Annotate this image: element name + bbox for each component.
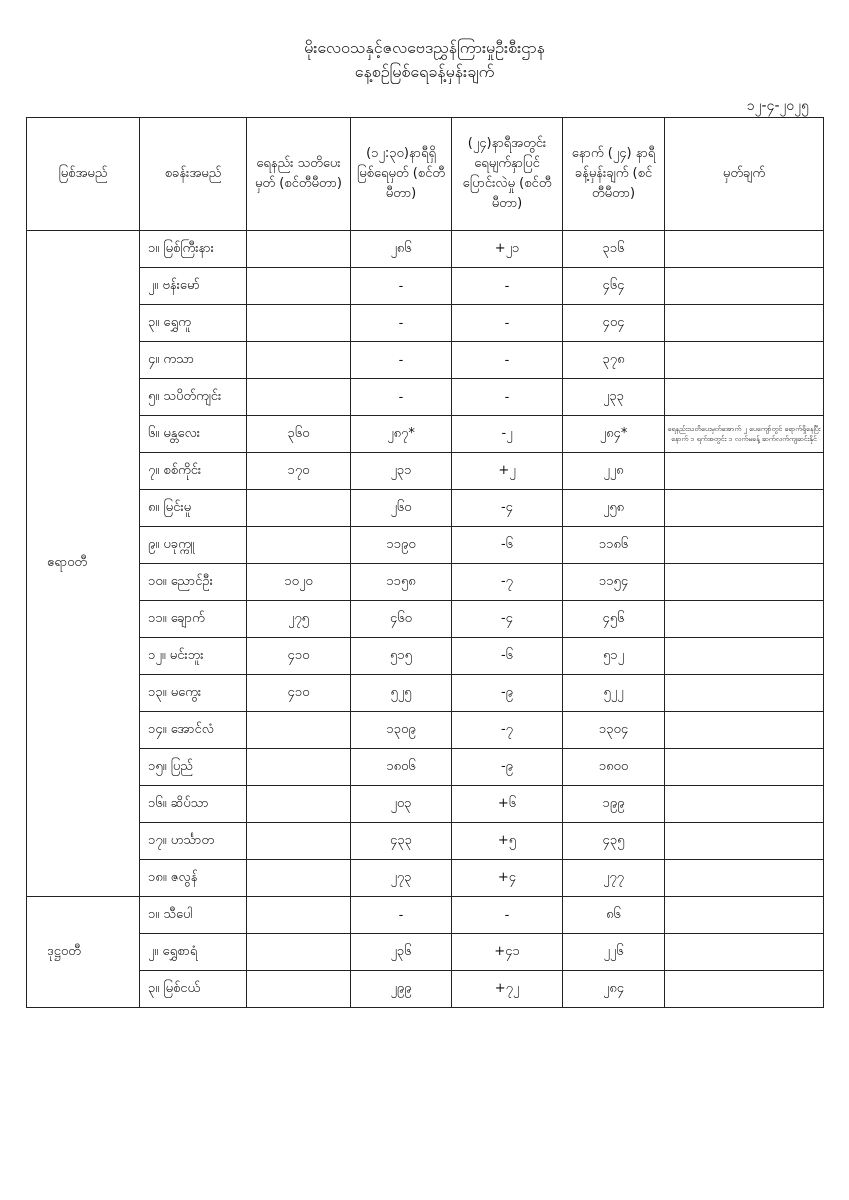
level-change-cell: -၆ [452,527,563,564]
warning-level-cell [247,231,351,268]
table-row [27,712,824,749]
remark-cell: ရေနည်းသတိပေးမှတ်အောက် ၂ ပေကျော်တွင် ရောက်ရှိနေပြီး နောက် ၁ ရက်အတွင်း ၁ လက်မခန့် ဆက်လက်ကျဆင်းနိုင် [665,416,824,453]
river-forecast-table [26,117,824,1008]
department-title: မိုးလေဝသနှင့်ဇလဗေဒညွှန်ကြားမှုဦးစီးဌာန [304,38,545,57]
remark-cell [665,527,824,564]
remark-cell [665,305,824,342]
remark-cell [665,490,824,527]
station-name-cell: ၉။ ပခုက္ကူ [140,527,247,564]
table-row [27,675,824,712]
current-level-cell: ၂၆၀ [351,490,452,527]
station-name-cell: ၁၃။ မကွေး [140,675,247,712]
current-level-cell: - [351,268,452,305]
station-name-cell: ၅။ သပိတ်ကျင်း [140,379,247,416]
table-row [27,786,824,823]
station-name-cell: ၄။ ကသာ [140,342,247,379]
warning-level-cell: ၃၆၀ [247,416,351,453]
table-row [27,897,824,934]
forecast-cell: ၅၁၂ [563,638,665,675]
remark-cell [665,675,824,712]
remark-cell [665,231,824,268]
forecast-cell: ၁၈၀၀ [563,749,665,786]
level-change-cell: +၇၂ [452,971,563,1008]
current-level-cell: - [351,305,452,342]
warning-level-cell [247,712,351,749]
remark-cell [665,860,824,897]
forecast-cell: ၂၅၈ [563,490,665,527]
warning-level-cell [247,971,351,1008]
warning-level-cell [247,786,351,823]
forecast-cell: ၃၇၈ [563,342,665,379]
current-level-cell: ၂၈၆ [351,231,452,268]
level-change-cell: -၇ [452,712,563,749]
table-row [27,527,824,564]
station-name-cell: ၁၁။ ချောက် [140,601,247,638]
level-change-cell: -၇ [452,564,563,601]
warning-level-cell [247,268,351,305]
forecast-cell: ၄၃၅ [563,823,665,860]
current-level-cell: - [351,342,452,379]
level-change-cell: +၄၁ [452,934,563,971]
remark-cell [665,342,824,379]
forecast-cell: ၃၁၆ [563,231,665,268]
warning-level-cell [247,527,351,564]
station-name-cell: ၁၈။ ဇလွန် [140,860,247,897]
level-change-cell: -၄ [452,490,563,527]
report-title: နေ့စဉ်မြစ်ရေခန့်မှန်းချက် [354,62,495,81]
station-name-cell: ၁၇။ ဟင်္သာတ [140,823,247,860]
station-name-cell: ၁၅။ ပြည် [140,749,247,786]
table-row [27,231,824,268]
remark-cell [665,453,824,490]
current-level-cell: ၂၉၉ [351,971,452,1008]
remark-cell [665,712,824,749]
station-name-cell: ၃။ မြစ်ငယ် [140,971,247,1008]
col-header-remarks: မှတ်ချက် [665,118,824,231]
remark-cell [665,268,824,305]
current-level-cell: ၁၁၅၈ [351,564,452,601]
warning-level-cell: ၂၇၅ [247,601,351,638]
forecast-cell: ၈၆ [563,897,665,934]
level-change-cell: +၂၁ [452,231,563,268]
warning-level-cell [247,305,351,342]
forecast-cell: ၂၂၆ [563,934,665,971]
current-level-cell: ၂၃၁ [351,453,452,490]
current-level-cell: ၅၁၅ [351,638,452,675]
level-change-cell: - [452,379,563,416]
current-level-cell: ၂၀၃ [351,786,452,823]
forecast-cell: ၂၈၄ [563,971,665,1008]
current-level-cell: ၂၈၇* [351,416,452,453]
station-name-cell: ၁၆။ ဆိပ်သာ [140,786,247,823]
forecast-cell: ၂၈၄* [563,416,665,453]
warning-level-cell [247,749,351,786]
table-row [27,453,824,490]
level-change-cell: -၉ [452,675,563,712]
remark-cell [665,638,824,675]
table-row [27,268,824,305]
current-level-cell: ၂၇၃ [351,860,452,897]
remark-cell [665,823,824,860]
remark-cell [665,934,824,971]
level-change-cell: +၂ [452,453,563,490]
level-change-cell: +၅ [452,823,563,860]
current-level-cell: - [351,897,452,934]
table-row [27,934,824,971]
level-change-cell: -၆ [452,638,563,675]
level-change-cell: +၄ [452,860,563,897]
level-change-cell: - [452,897,563,934]
forecast-cell: ၁၁၅၄ [563,564,665,601]
forecast-cell: ၂၃၃ [563,379,665,416]
current-level-cell: ၄၃၃ [351,823,452,860]
table-row [27,379,824,416]
current-level-cell: ၁၃၀၉ [351,712,452,749]
station-name-cell: ၁။ မြစ်ကြီးနား [140,231,247,268]
level-change-cell: -၄ [452,601,563,638]
col-header-change: (၂၄)နာရီအတွင်း ရေမျက်နှာပြင် ပြောင်းလဲမှု (စင်တီမီတာ) [452,118,563,231]
level-change-cell: -၂ [452,416,563,453]
col-header-current-level: (၁၂:၃၀)နာရီရှိ မြစ်ရေမှတ် (စင်တီမီတာ) [351,118,452,231]
forecast-cell: ၁၉၉ [563,786,665,823]
remark-cell [665,971,824,1008]
remark-cell [665,749,824,786]
level-change-cell: - [452,268,563,305]
current-level-cell: ၄၆၀ [351,601,452,638]
current-level-cell: - [351,379,452,416]
current-level-cell: ၁၈၀၆ [351,749,452,786]
station-name-cell: ၂။ ဗန်းမော် [140,268,247,305]
warning-level-cell [247,490,351,527]
station-name-cell: ၁၂။ မင်းဘူး [140,638,247,675]
warning-level-cell: ၄၁၀ [247,675,351,712]
forecast-cell: ၄၅၆ [563,601,665,638]
warning-level-cell [247,934,351,971]
remark-cell [665,897,824,934]
level-change-cell: - [452,305,563,342]
table-row [27,416,824,453]
station-name-cell: ၁။ သီပေါ [140,897,247,934]
table-row [27,971,824,1008]
remark-cell [665,379,824,416]
table-row [27,342,824,379]
remark-cell [665,601,824,638]
station-name-cell: ၁၀။ ညောင်ဦး [140,564,247,601]
col-header-river: မြစ်အမည် [27,118,140,231]
warning-level-cell: ၁၀၂၀ [247,564,351,601]
table-body [27,231,824,1008]
level-change-cell: - [452,342,563,379]
col-header-warning-level: ရေနည်း သတိပေးမှတ် (စင်တီမီတာ) [247,118,351,231]
current-level-cell: ၂၃၆ [351,934,452,971]
current-level-cell: ၁၁၉၀ [351,527,452,564]
col-header-station: စခန်းအမည် [140,118,247,231]
warning-level-cell [247,860,351,897]
warning-level-cell [247,897,351,934]
table-row [27,564,824,601]
forecast-cell: ၄၀၄ [563,305,665,342]
table-row [27,305,824,342]
table-row [27,490,824,527]
forecast-cell: ၅၂၂ [563,675,665,712]
station-name-cell: ၆။ မန္တလေး [140,416,247,453]
table-row [27,860,824,897]
station-name-cell: ၃။ ရွှေကူ [140,305,247,342]
table-row [27,749,824,786]
forecast-cell: ၂၇၇ [563,860,665,897]
warning-level-cell: ၁၇၀ [247,453,351,490]
report-date: ၁၂-၄-၂၀၂၅ [746,98,809,114]
level-change-cell: +၆ [452,786,563,823]
forecast-cell: ၄၆၄ [563,268,665,305]
table-row [27,823,824,860]
warning-level-cell: ၄၁၀ [247,638,351,675]
forecast-cell: ၁၃၀၄ [563,712,665,749]
forecast-cell: ၁၁၈၆ [563,527,665,564]
station-name-cell: ၇။ စစ်ကိုင်း [140,453,247,490]
col-header-forecast: နောက် (၂၄) နာရီ ခန့်မှန်းချက် (စင်တီမီတာ) [563,118,665,231]
station-name-cell: ၈။ မြင်းမူ [140,490,247,527]
river-name-cell: ဒုဋ္ဌဝတီ [27,897,140,1008]
warning-level-cell [247,823,351,860]
table-row [27,601,824,638]
table-header-row [27,118,824,231]
level-change-cell: -၉ [452,749,563,786]
remark-cell [665,564,824,601]
station-name-cell: ၁၄။ အောင်လံ [140,712,247,749]
station-name-cell: ၂။ ရွှေစာရံ [140,934,247,971]
forecast-cell: ၂၂၈ [563,453,665,490]
remark-cell [665,786,824,823]
warning-level-cell [247,342,351,379]
table-row [27,638,824,675]
warning-level-cell [247,379,351,416]
current-level-cell: ၅၂၅ [351,675,452,712]
river-name-cell: ဧရာဝတီ [27,231,140,897]
